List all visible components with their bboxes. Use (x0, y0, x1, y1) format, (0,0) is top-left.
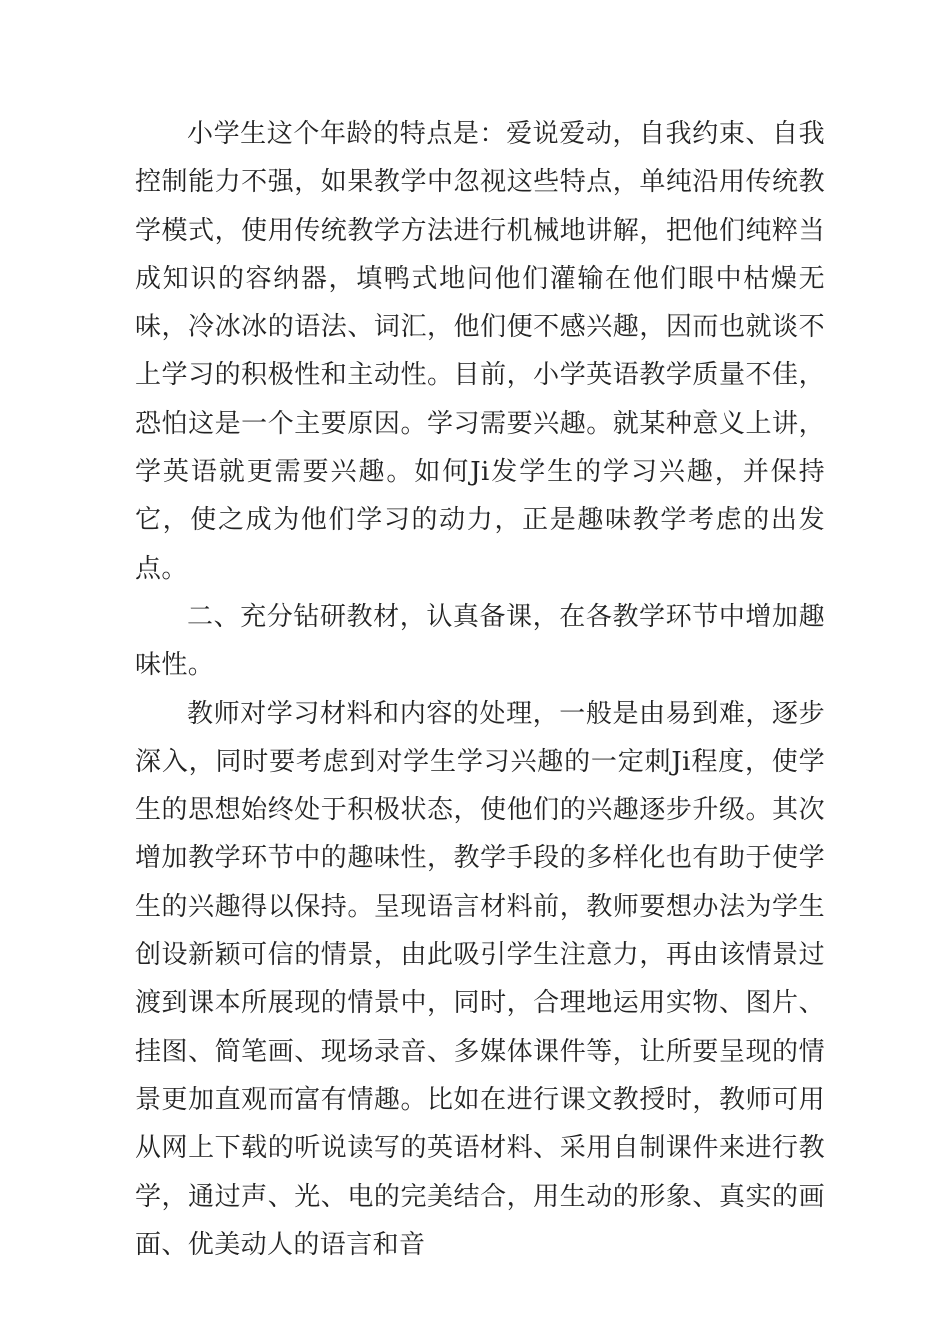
section-heading-study-materials: 二、充分钻研教材，认真备课，在各教学环节中增加趣味性。 (135, 601, 825, 681)
document-body (135, 110, 825, 1269)
paragraph-teaching-methods: 教师对学习材料和内容的处理，一般是由易到难，逐步深入，同时要考虑到对学生学习兴趣的一定刺Ji程度，使学生的思想始终处于积极状态，使他们的兴趣逐步升级。其次增加教学环节中的趣味性，教学手段的多样化也有助于使学生的兴趣得以保持。呈现语言材料前，教师要想办法为学生创设新颖可信的情景，由此吸引学生注意力，再由该情景过渡到课本所展现的情景中，同时，合理地运用实物、图片、挂图、简笔画、现场录音、多媒体课件等，让所要呈现的情景更加直观而富有情趣。比如在进行课文教授时，教师可用从网上下载的听说读写的英语材料、采用自制课件来进行教学，通过声、光、电的完美结合，用生动的形象、真实的画面、优美动人的语言和音 (135, 698, 825, 1260)
paragraph-interest-characteristics: 小学生这个年龄的特点是：爱说爱动，自我约束、自我控制能力不强，如果教学中忽视这些特点，单纯沿用传统教学模式，使用传统教学方法进行机械地讲解，把他们纯粹当成知识的容纳器，填鸭式地问他们灌输在他们眼中枯燥无味，冷冰冰的语法、词汇，他们便不感兴趣，因而也就谈不上学习的积极性和主动性。目前，小学英语教学质量不佳，恐怕这是一个主要原因。学习需要兴趣。就某种意义上讲，学英语就更需要兴趣。如何Ji发学生的学习兴趣，并保持它，使之成为他们学习的动力，正是趣味教学考虑的出发点。 (135, 119, 825, 584)
